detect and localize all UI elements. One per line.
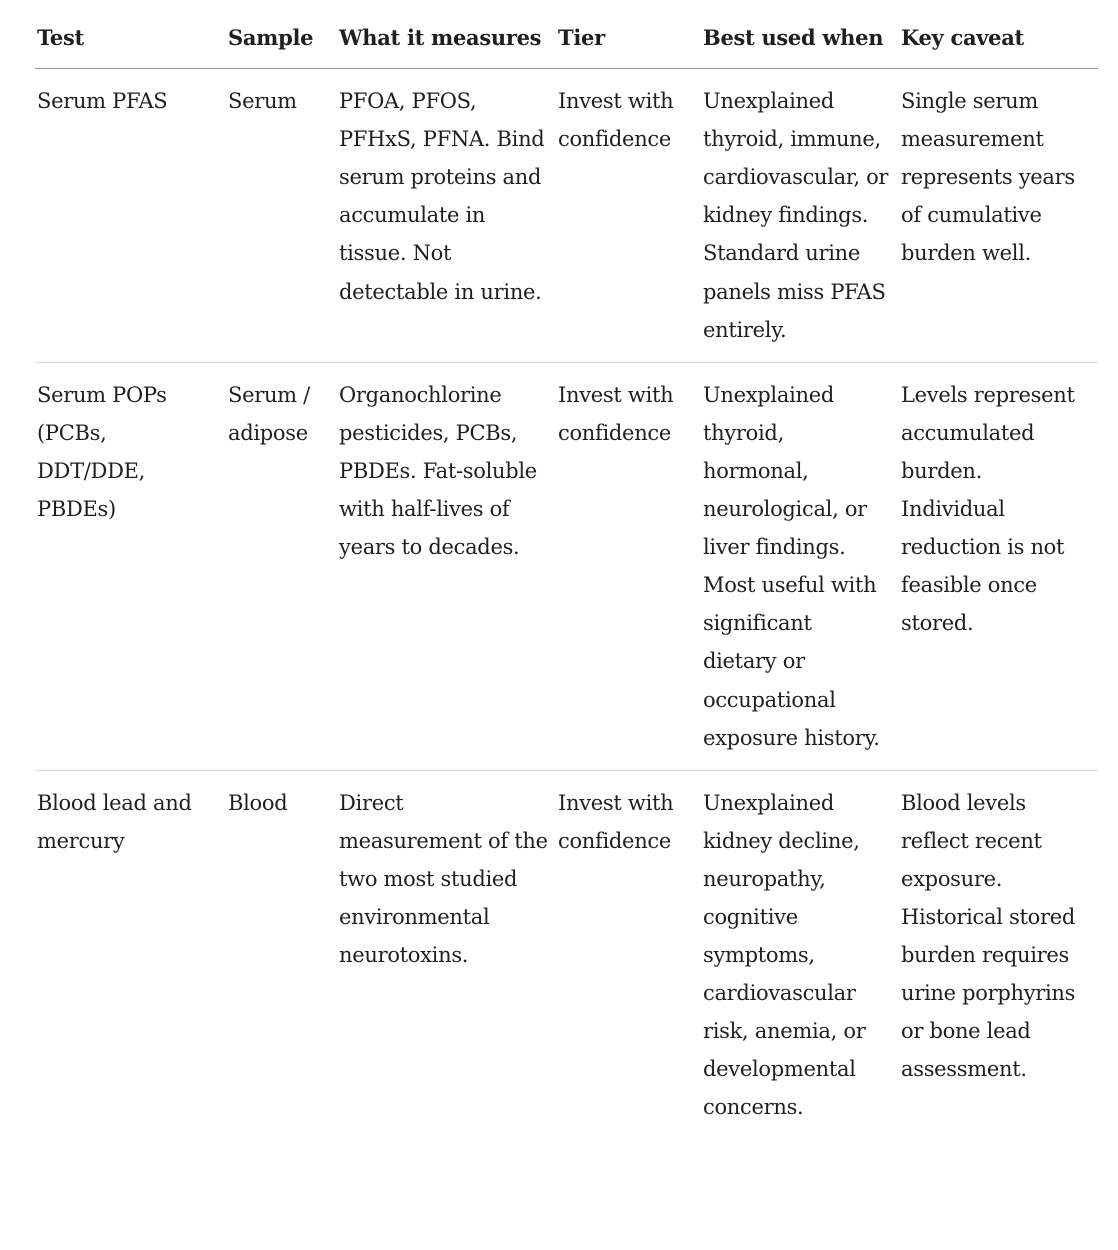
cell-sample: Serum [226, 69, 337, 363]
cell-tier: Invest with confidence [556, 362, 701, 770]
cell-caveat: Levels represent accumulated burden. Individual reduction is not feasible once stored. [899, 362, 1098, 770]
table-row [35, 362, 1098, 770]
column-header-best-used: Best used when [701, 0, 899, 69]
column-header-caveat: Key caveat [899, 0, 1098, 69]
cell-sample: Serum / adipose [226, 362, 337, 770]
cell-sample: Blood [228, 790, 288, 815]
column-header-sample: Sample [226, 0, 337, 69]
cell-best-used: Unexplained thyroid, immune, cardiovascular, or kidney findings. Standard urine panels miss PFAS entirely. [701, 69, 899, 363]
cell-measures: PFOA, PFOS, PFHxS, PFNA. Bind serum proteins and accumulate in tissue. Not detectable in urine. [337, 69, 556, 363]
cell-test: Serum POPs (PCBs, DDT/DDE, PBDEs) [35, 362, 226, 770]
cell-measures: Organochlorine pesticides, PCBs, PBDEs. Fat-soluble with half-lives of years to decades. [337, 362, 556, 770]
column-header-measures: What it measures [337, 0, 556, 69]
environmental-tests-table [35, 0, 1098, 1140]
cell-test: Blood lead and mercury [37, 790, 192, 853]
table-body [35, 69, 1098, 1140]
cell-best-used: Unexplained kidney decline, neuropathy, cognitive symptoms, cardiovascular risk, anemia, or developmental concerns. [703, 790, 866, 1120]
table-header [35, 0, 1098, 69]
header-row [35, 0, 1098, 69]
cell-test: Serum PFAS [35, 69, 226, 363]
column-header-tier: Tier [556, 0, 701, 69]
cell-best-used: Unexplained thyroid, hormonal, neurological, or liver findings. Most useful with significant dietary or occupational exposure history. [701, 362, 899, 770]
cell-measures: Direct measurement of the two most studied environmental neurotoxins. [339, 790, 548, 968]
cell-tier: Invest with confidence [558, 790, 674, 853]
table-row [35, 770, 1098, 1139]
cell-tier: Invest with confidence [556, 69, 701, 363]
table-row [35, 69, 1098, 363]
cell-caveat: Single serum measurement represents years of cumulative burden well. [899, 69, 1098, 363]
cell-caveat: Blood levels reflect recent exposure. Historical stored burden requires urine porphyrins or bone lead assessment. [901, 790, 1076, 1082]
column-header-test: Test [35, 0, 226, 69]
